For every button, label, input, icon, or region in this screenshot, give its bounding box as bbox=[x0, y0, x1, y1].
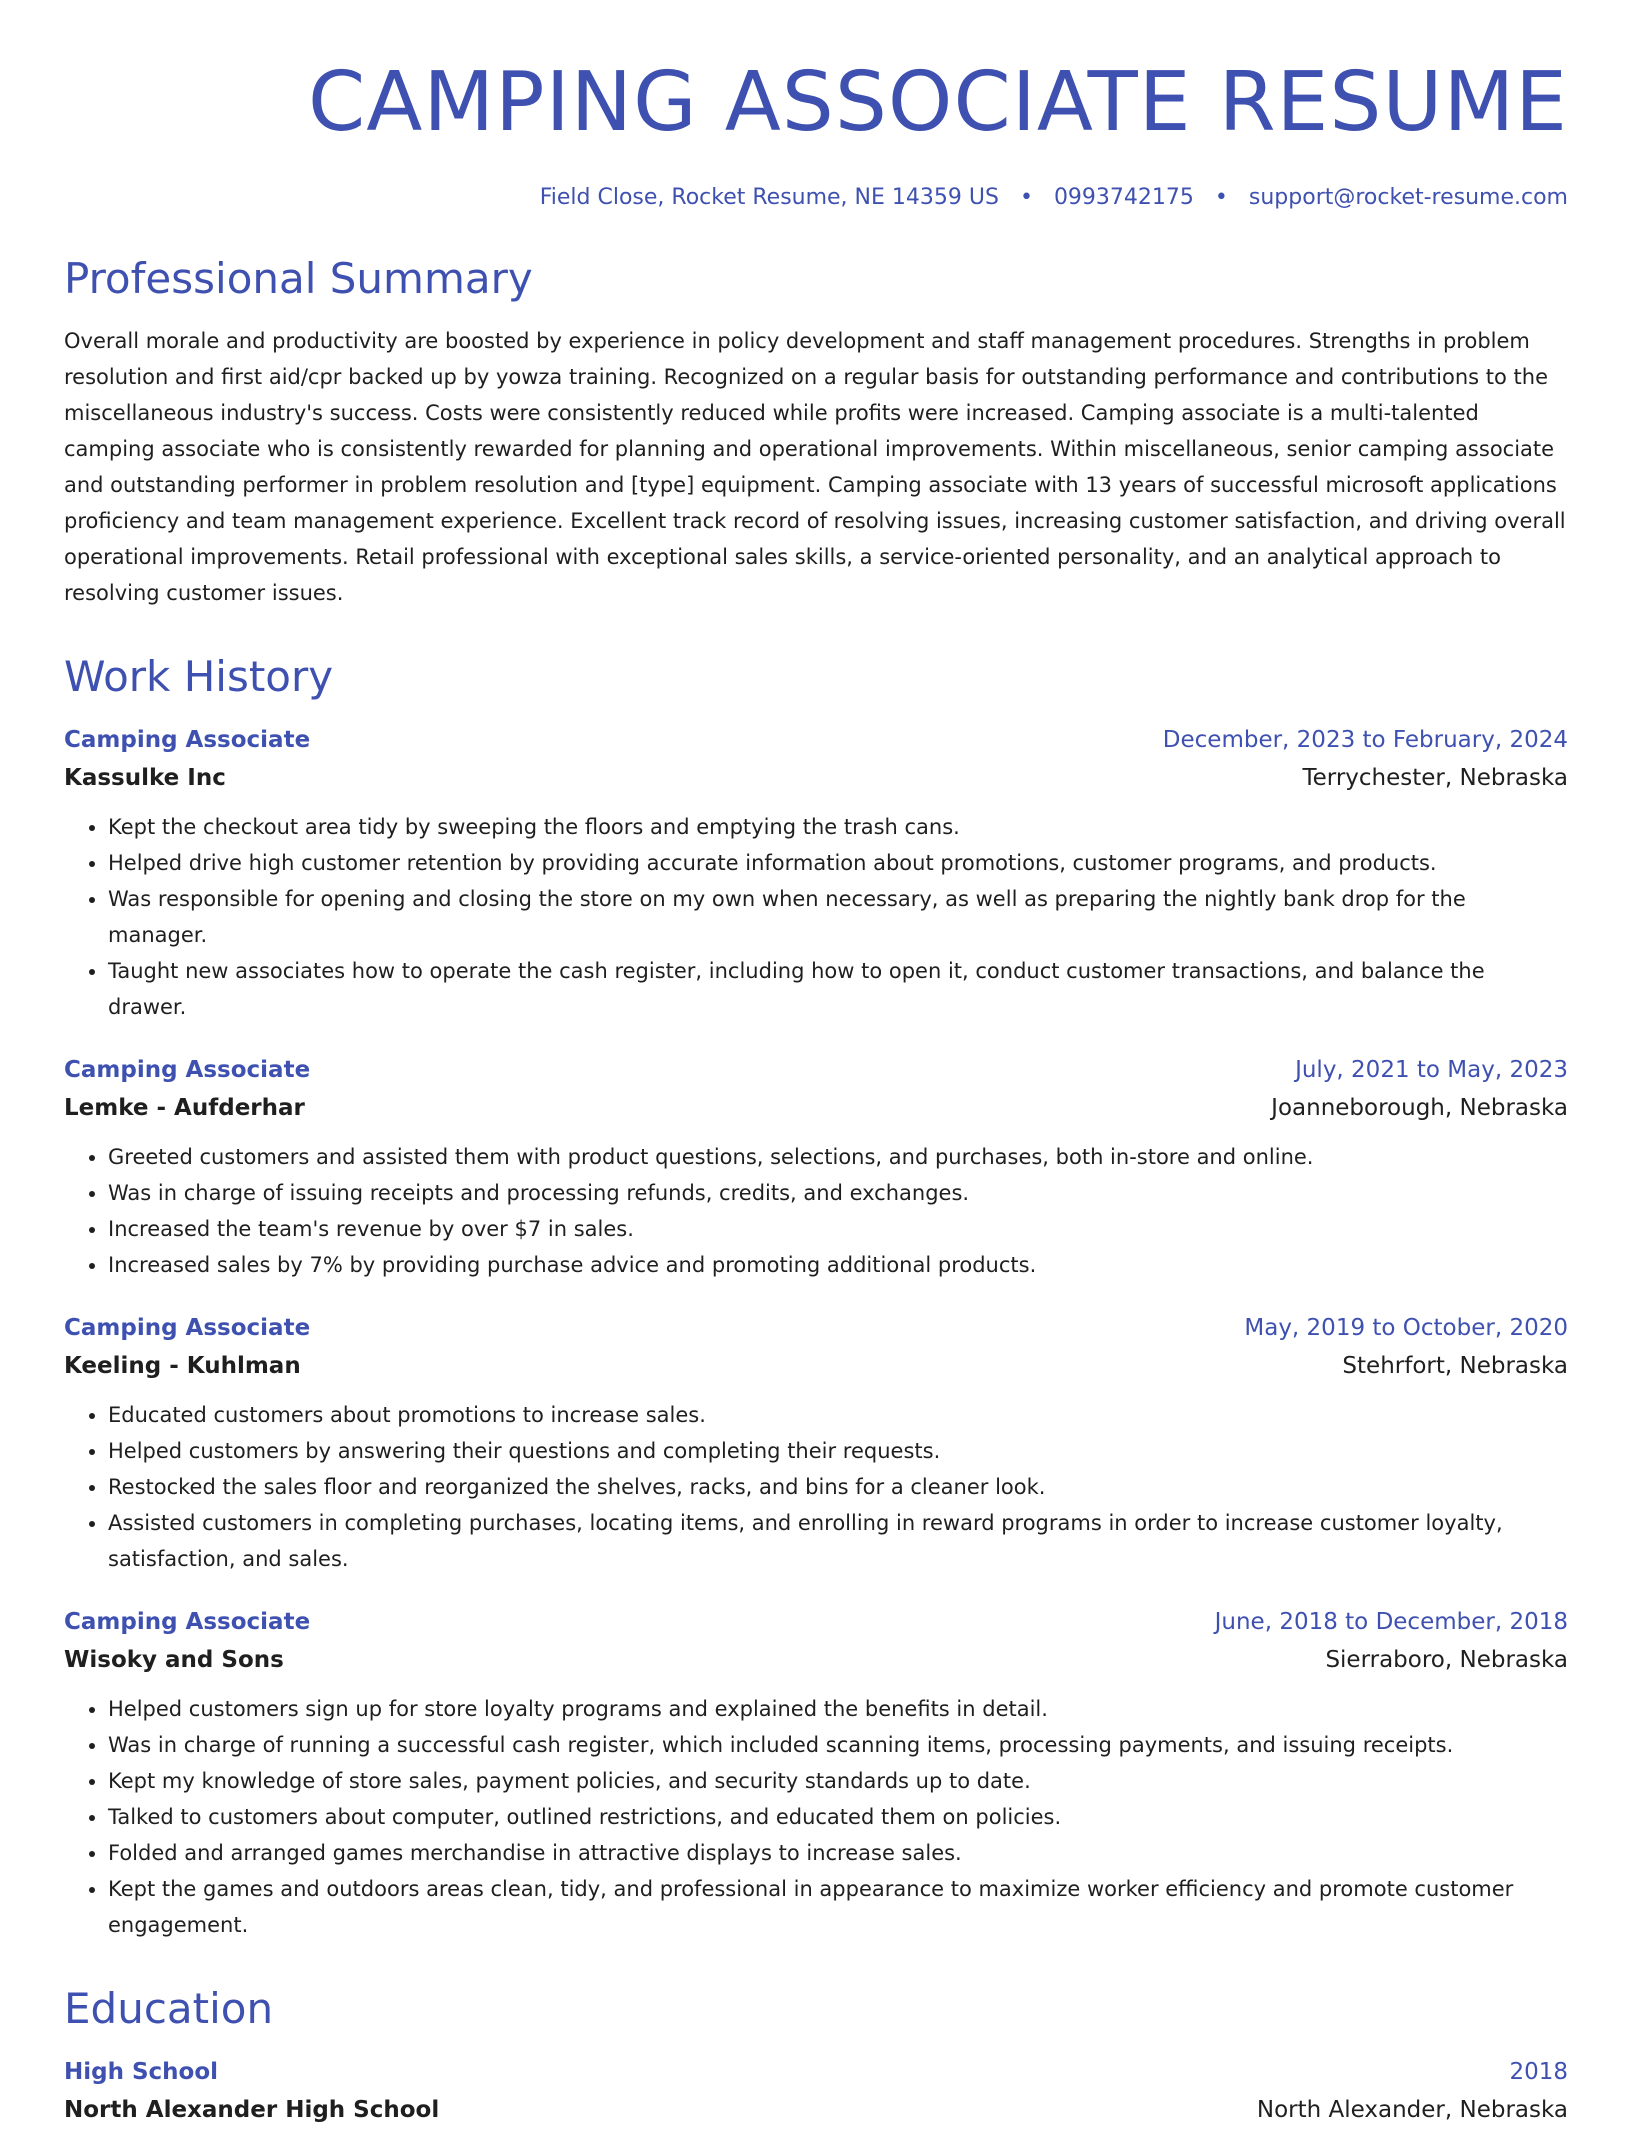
job-location: Joanneborough, Nebraska bbox=[1271, 1095, 1568, 1121]
job-header-row bbox=[64, 1051, 1568, 1089]
education-heading: Education bbox=[64, 1984, 274, 2033]
job-bullet: • Helped customers sign up for store loyalty programs and explained the benefits in detail. bbox=[108, 1691, 1568, 1727]
job-location: Terrychester, Nebraska bbox=[1302, 765, 1568, 791]
job-company-row bbox=[64, 1641, 1568, 1679]
job-company: Kassulke Inc bbox=[64, 765, 226, 791]
contact-address: Field Close, Rocket Resume, NE 14359 US bbox=[539, 185, 999, 210]
summary-section bbox=[64, 253, 1568, 611]
job-entry bbox=[64, 1051, 1568, 1283]
contact-email: support@rocket-resume.com bbox=[1248, 185, 1568, 210]
job-header-row bbox=[64, 1309, 1568, 1347]
separator-dot: • bbox=[1019, 185, 1033, 210]
job-company: Keeling - Kuhlman bbox=[64, 1353, 301, 1379]
education-school: North Alexander High School bbox=[64, 2097, 440, 2123]
job-title: Camping Associate bbox=[64, 1057, 311, 1083]
education-degree: High School bbox=[64, 2059, 219, 2085]
job-bullet: • Taught new associates how to operate the cash register, including how to open it, conduct customer transactions, and balance the drawer. bbox=[108, 953, 1568, 1025]
job-bullet: • Increased the team's revenue by over $7 in sales. bbox=[108, 1211, 1568, 1247]
resume-title: CAMPING ASSOCIATE RESUME bbox=[308, 55, 1568, 150]
job-location: Stehrfort, Nebraska bbox=[1342, 1353, 1568, 1379]
job-title: Camping Associate bbox=[64, 727, 311, 753]
job-bullet: • Helped customers by answering their questions and completing their requests. bbox=[108, 1433, 1568, 1469]
job-bullet: • Talked to customers about computer, outlined restrictions, and educated them on policies. bbox=[108, 1799, 1568, 1835]
job-bullet: • Educated customers about promotions to increase sales. bbox=[108, 1397, 1568, 1433]
job-bullets bbox=[64, 1691, 1568, 1943]
job-bullet: • Was responsible for opening and closing the store on my own when necessary, as well as preparing the nightly bank drop for the manager. bbox=[108, 881, 1568, 953]
job-company: Wisoky and Sons bbox=[64, 1647, 284, 1673]
education-header-row bbox=[64, 2053, 1568, 2091]
job-header-row bbox=[64, 721, 1568, 759]
summary-heading: Professional Summary bbox=[64, 254, 533, 303]
separator-dot: • bbox=[1214, 185, 1228, 210]
contact-line bbox=[64, 183, 1568, 213]
job-entry bbox=[64, 1603, 1568, 1943]
job-bullet: • Kept my knowledge of store sales, payment policies, and security standards up to date. bbox=[108, 1763, 1568, 1799]
summary-text: Overall morale and productivity are boosted by experience in policy development and staff management procedures. Strengths in problem resolution and first aid/cpr backed up by yowza training. Recognized on a regular basis for outstanding performance and contributions to the miscellaneous industry's success. Costs were consistently reduced while profits were increased. Camping associate is a multi-talented camping associate who is consistently rewarded for planning and operational improvements. Within miscellaneous, senior camping associate and outstanding performer in problem resolution and [type] equipment. Camping associate with 13 years of successful microsoft applications proficiency and team management experience. Excellent track record of resolving issues, increasing customer satisfaction, and driving overall operational improvements. Retail professional with exceptional sales skills, a service-oriented personality, and an analytical approach to resolving customer issues. bbox=[64, 329, 1566, 605]
job-bullets bbox=[64, 1139, 1568, 1283]
work-history-heading: Work History bbox=[64, 652, 334, 701]
job-bullet: • Helped drive high customer retention by providing accurate information about promotions, customer programs, and products. bbox=[108, 845, 1568, 881]
education-location: North Alexander, Nebraska bbox=[1256, 2097, 1568, 2123]
contact-phone: 0993742175 bbox=[1053, 185, 1194, 210]
education-year: 2018 bbox=[1509, 2059, 1568, 2085]
education-section bbox=[64, 1983, 1568, 2129]
job-bullet: • Restocked the sales floor and reorganized the shelves, racks, and bins for a cleaner look. bbox=[108, 1469, 1568, 1505]
job-dates: December, 2023 to February, 2024 bbox=[1162, 727, 1568, 753]
job-bullet: • Increased sales by 7% by providing purchase advice and promoting additional products. bbox=[108, 1247, 1568, 1283]
job-bullet: • Kept the games and outdoors areas clean, tidy, and professional in appearance to maximize worker efficiency and promote customer engagement. bbox=[108, 1871, 1568, 1943]
education-entry bbox=[64, 2053, 1568, 2129]
job-bullet: • Kept the checkout area tidy by sweeping the floors and emptying the trash cans. bbox=[108, 809, 1568, 845]
job-header-row bbox=[64, 1603, 1568, 1641]
job-company-row bbox=[64, 1347, 1568, 1385]
job-bullet: • Assisted customers in completing purchases, locating items, and enrolling in reward programs in order to increase customer loyalty, satisfaction, and sales. bbox=[108, 1505, 1568, 1577]
resume-header bbox=[64, 55, 1568, 213]
job-dates: July, 2021 to May, 2023 bbox=[1295, 1057, 1568, 1083]
job-entry bbox=[64, 1309, 1568, 1577]
job-company: Lemke - Aufderhar bbox=[64, 1095, 305, 1121]
job-dates: May, 2019 to October, 2020 bbox=[1244, 1315, 1568, 1341]
job-location: Sierraboro, Nebraska bbox=[1325, 1647, 1568, 1673]
job-company-row bbox=[64, 1089, 1568, 1127]
job-bullet: • Was in charge of issuing receipts and processing refunds, credits, and exchanges. bbox=[108, 1175, 1568, 1211]
job-bullet: • Folded and arranged games merchandise in attractive displays to increase sales. bbox=[108, 1835, 1568, 1871]
job-bullets bbox=[64, 809, 1568, 1025]
job-title: Camping Associate bbox=[64, 1609, 311, 1635]
job-company-row bbox=[64, 759, 1568, 797]
job-bullet: • Was in charge of running a successful cash register, which included scanning items, processing payments, and issuing receipts. bbox=[108, 1727, 1568, 1763]
job-bullets bbox=[64, 1397, 1568, 1577]
work-history-section bbox=[64, 651, 1568, 1943]
job-title: Camping Associate bbox=[64, 1315, 311, 1341]
education-school-row bbox=[64, 2091, 1568, 2129]
job-bullet: • Greeted customers and assisted them with product questions, selections, and purchases, both in-store and online. bbox=[108, 1139, 1568, 1175]
job-entry bbox=[64, 721, 1568, 1025]
job-dates: June, 2018 to December, 2018 bbox=[1214, 1609, 1568, 1635]
